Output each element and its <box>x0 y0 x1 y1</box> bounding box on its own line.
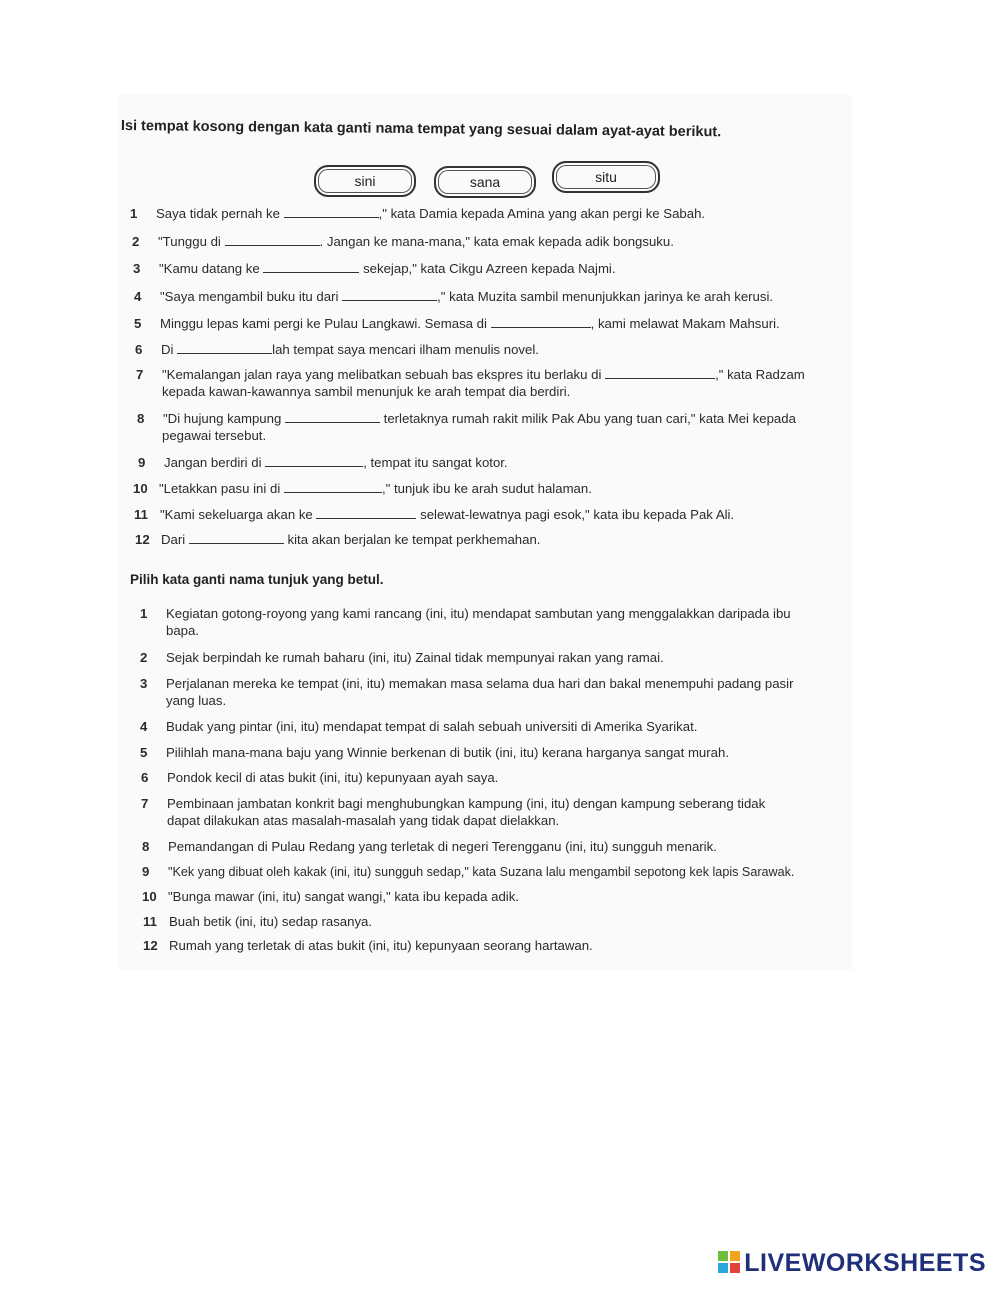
choice-item-line2: dapat dilakukan atas masalah-masalah yang tidak dapat dielakkan. <box>167 813 560 828</box>
word-bank-sana: sana <box>434 166 536 198</box>
answer-blank[interactable] <box>284 206 379 218</box>
liveworksheets-logo-icon <box>718 1251 740 1275</box>
fill-item-line2: pegawai tersebut. <box>162 428 267 443</box>
answer-blank[interactable] <box>316 507 416 519</box>
choice-item-line2: bapa. <box>166 623 200 638</box>
word-bank <box>314 163 664 199</box>
choice-item-line2: yang luas. <box>166 693 227 708</box>
word-bank-sini: sini <box>314 165 416 197</box>
answer-blank[interactable] <box>189 532 284 544</box>
word-bank-situ: situ <box>552 161 660 193</box>
answer-blank[interactable] <box>265 455 363 467</box>
answer-blank[interactable] <box>225 234 320 246</box>
answer-blank[interactable] <box>263 261 359 273</box>
section2-title: Pilih kata ganti nama tunjuk yang betul. <box>130 572 384 587</box>
fill-item-line2: kepada kawan-kawannya sambil menunjuk ke arah tempat dia berdiri. <box>162 384 571 399</box>
answer-blank[interactable] <box>605 367 715 379</box>
answer-blank[interactable] <box>177 342 272 354</box>
section1-title: Isi tempat kosong dengan kata ganti nama tempat yang sesuai dalam ayat-ayat berikut. <box>120 118 722 141</box>
answer-blank[interactable] <box>285 411 380 423</box>
logo-text: LIVEWORKSHEETS <box>744 1248 986 1277</box>
liveworksheets-logo[interactable] <box>718 1249 986 1277</box>
answer-blank[interactable] <box>284 481 382 493</box>
answer-blank[interactable] <box>342 289 437 301</box>
answer-blank[interactable] <box>491 316 591 328</box>
